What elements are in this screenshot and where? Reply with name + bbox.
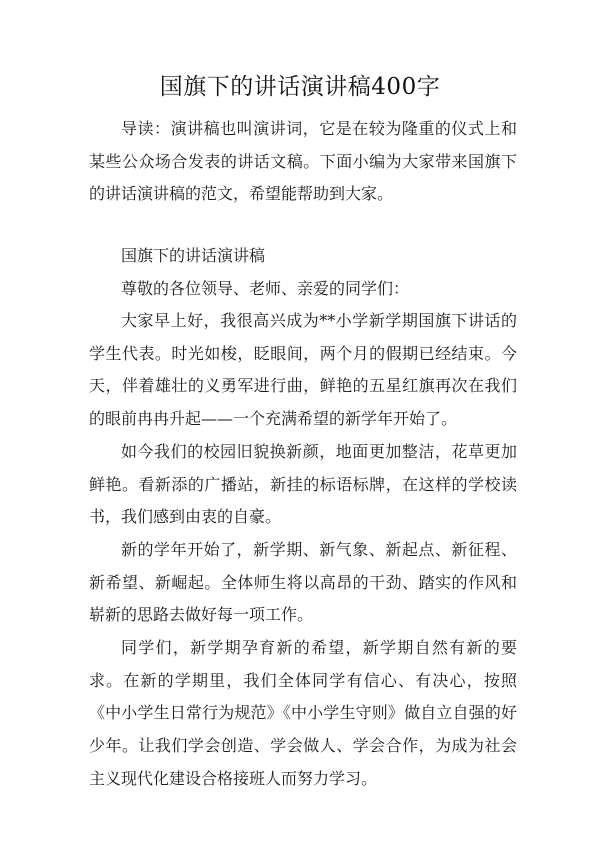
body-paragraph: 新的学年开始了，新学期、新气象、新起点、新征程、新希望、新崛起。全体师生将以高昂的干劲、踏实的作风和崭新的思路去做好每一项工作。 [89,540,517,625]
body-paragraph: 同学们，新学期孕育新的希望，新学期自然有新的要求。在新的学期里，我们全体同学有信心、有决心，按照《中小学生日常行为规范》《中小学生守则》做自立自强的好少年。让我们学会创造、学会做人、学会合作，为成为社会主义现代化建设合格接班人而努力学习。 [89,638,517,788]
body-paragraph: 大家早上好，我很高兴成为**小学新学期国旗下讲话的学生代表。时光如梭，眨眼间，两个月的假期已经结束。今天，伴着雄壮的义勇军进行曲，鲜艳的五星红旗再次在我们的眼前冉冉升起——一个充满希望的新学年开始了。 [89,311,517,429]
document-title: 国旗下的讲话演讲稿400字 [159,74,441,100]
body-paragraph: 如今我们的校园旧貌换新颜，地面更加整洁，花草更加鲜艳。看新添的广播站，新挂的标语标牌，在这样的学校读书，我们感到由衷的自豪。 [89,442,517,527]
intro-paragraph: 导读：演讲稿也叫演讲词，它是在较为隆重的仪式上和某些公众场合发表的讲话文稿。下面小编为大家带来国旗下的讲话演讲稿的范文，希望能帮助到大家。 [89,119,517,204]
section-subtitle: 国旗下的讲话演讲稿 [121,246,266,265]
greeting-line: 尊敬的各位领导、老师、亲爱的同学们： [121,279,410,298]
